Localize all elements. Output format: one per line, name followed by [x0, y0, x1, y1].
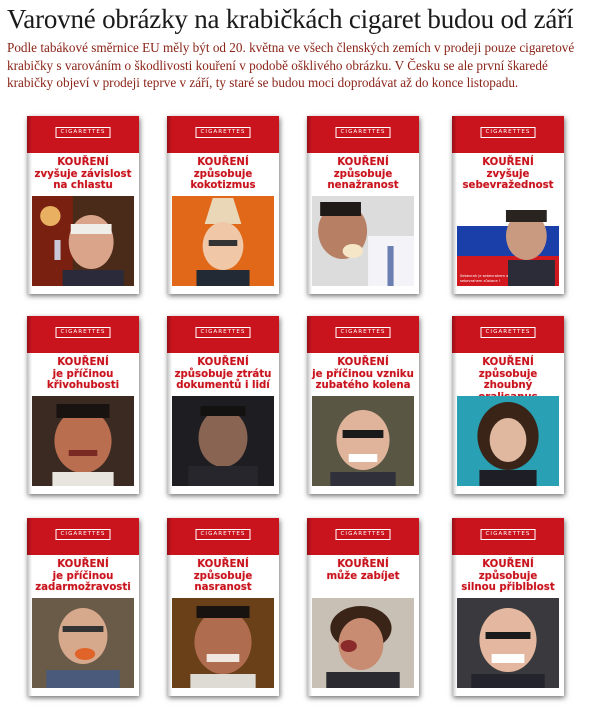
brand-label: CIGARETTES: [56, 327, 111, 338]
warning-text: KOUŘENÍ je příčinou zadarmožravosti: [35, 559, 131, 593]
page-title: Varovné obrázky na krabičkách cigaret budou od září: [7, 4, 574, 34]
cigarette-pack: [167, 116, 279, 294]
brand-label: CIGARETTES: [196, 127, 251, 138]
cigarette-pack: [167, 518, 279, 696]
brand-label: CIGARETTES: [481, 127, 536, 138]
warning-text: KOUŘENÍ je příčinou vzniku zubatého kolena: [312, 357, 414, 391]
pack-photo: [172, 396, 274, 486]
brand-label: CIGARETTES: [336, 529, 391, 540]
warning-text: KOUŘENÍ způsobuje kokotizmus: [190, 157, 256, 191]
warning-text: KOUŘENÍ způsobuje nenažranost: [327, 157, 399, 191]
cigarette-pack: [452, 518, 564, 696]
warning-text: KOUŘENÍ může zabíjet: [326, 559, 400, 582]
pack-photo: [457, 396, 559, 486]
pack-photo: [172, 196, 274, 286]
pack-photo: [312, 598, 414, 688]
cigarette-pack: [307, 518, 419, 696]
pack-photo: [457, 598, 559, 688]
brand-label: CIGARETTES: [196, 327, 251, 338]
pack-photo: [457, 196, 559, 286]
pack-photo: [32, 598, 134, 688]
brand-label: CIGARETTES: [481, 327, 536, 338]
brand-label: CIGARETTES: [196, 529, 251, 540]
cigarette-pack: [27, 316, 139, 494]
brand-label: CIGARETTES: [336, 327, 391, 338]
cigarette-pack: [27, 116, 139, 294]
warning-text: KOUŘENÍ způsobuje silnou přiblblost: [461, 559, 555, 593]
warning-text: KOUŘENÍ zvyšuje sebevražednost: [462, 157, 554, 191]
warning-text: KOUŘENÍ zvyšuje závislost na chlastu: [34, 157, 132, 191]
pack-photo: [172, 598, 274, 688]
pack-photo: [32, 196, 134, 286]
warning-text: KOUŘENÍ způsobuje zhoubný: [478, 357, 538, 391]
warning-text: KOUŘENÍ je příčinou křivohubosti: [46, 357, 120, 391]
cigarette-pack: [307, 116, 419, 294]
pack-photo: [312, 396, 414, 486]
brand-label: CIGARETTES: [56, 529, 111, 540]
brand-label: CIGARETTES: [56, 127, 111, 138]
brand-label: CIGARETTES: [481, 529, 536, 540]
cigarette-pack: [307, 316, 419, 494]
cigarette-pack: [27, 518, 139, 696]
article-lead: Podle tabákové směrnice EU měly být od 20. května ve všech členských zemích v prodeji pouze cigaretové krabičky s varováním o škodlivosti kouření v podobě ošklivého obrázku. V Česku se ale první škaredé krabičky objeví v prodeji teprve v září, ty staré se budou moci doprodávat až do konce listopadu.: [7, 40, 575, 90]
brand-label: CIGARETTES: [336, 127, 391, 138]
cigarette-pack: [452, 316, 564, 494]
pack-photo: [312, 196, 414, 286]
pack-photo: [32, 396, 134, 486]
warning-text: KOUŘENÍ způsobuje nasranost: [193, 559, 253, 593]
warning-text: KOUŘENÍ způsobuje ztrátu dokumentů i lidí: [174, 357, 272, 391]
photo-caption: Sebevrah je sebevrahem a sebevrahem zůstane !: [460, 274, 509, 283]
cigarette-pack: [167, 316, 279, 494]
cigarette-pack: [452, 116, 564, 294]
